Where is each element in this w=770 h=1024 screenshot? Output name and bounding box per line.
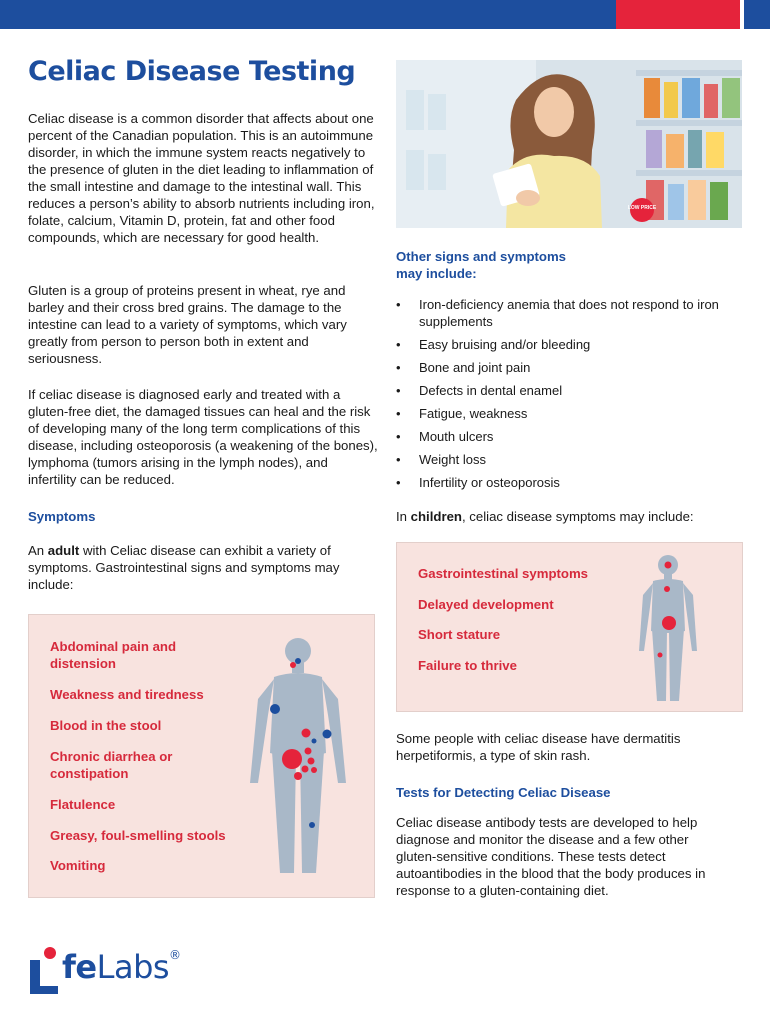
- bullet-icon: •: [396, 406, 401, 421]
- children-intro: In children, celiac disease symptoms may include:: [396, 509, 694, 524]
- adult-symptom-item: Chronic diarrhea or constipation: [50, 749, 173, 781]
- adult-body-figure: [244, 633, 374, 895]
- child-symptom-item: Gastrointestinal symptoms: [418, 566, 589, 581]
- dermatitis-text: Some people with celiac disease have dermatitis herpetiformis, a type of skin rash.: [396, 731, 681, 763]
- intro-paragraph-2: Gluten is a group of proteins present in wheat, rye and barley and their cross bred grains. The damage to the intestine can lead to a variety of symptoms, which vary greatly from person to person both in extent and seriousness.: [28, 283, 347, 366]
- child-body-figure: [633, 551, 703, 709]
- adult-symptom-item: Flatulence: [50, 797, 116, 812]
- other-signs-heading: Other signs and symptoms may include:: [396, 249, 567, 281]
- bullet-icon: •: [396, 360, 401, 375]
- list-item: • Iron-deficiency anemia that does not respond to iron supplements: [396, 297, 719, 329]
- child-symptom-item: Short stature: [418, 627, 501, 642]
- bullet-icon: •: [396, 383, 401, 398]
- list-item: • Infertility or osteoporosis: [396, 475, 560, 490]
- symptoms-heading: Symptoms: [28, 509, 96, 524]
- tests-text: Celiac disease antibody tests are developed to help diagnose and monitor the disease and a few other gluten-sensitive conditions. These tests detect autoantibodies in the blood that the body produces in response to a gluten-containing diet.: [396, 815, 706, 898]
- intro-paragraph-3: If celiac disease is diagnosed early and treated with a gluten-free diet, the damaged tissues can heal and the risk of developing many of the long term complications of this disease, including osteoporosis (a weakening of the bones), lymphoma (tumors arising in the lymph nodes), and infertility can be reduced.: [28, 387, 378, 487]
- bullet-icon: •: [396, 452, 401, 467]
- low-price-tag: LOW PRICE: [627, 205, 657, 211]
- list-item: • Mouth ulcers: [396, 429, 494, 444]
- children-bold: children: [410, 509, 462, 524]
- lifelabs-logo: feLabs®: [26, 944, 216, 1000]
- page-title: Celiac Disease Testing: [28, 56, 356, 87]
- intro-paragraph-1: Celiac disease is a common disorder that affects about one percent of the Canadian population. This is an autoimmune disorder, in which the immune system reacts negatively to the presence of gluten in the diet leading to inflammation of the small intestine and damage to the intestinal wall. This reduces a person’s ability to absorb nutrients including iron, folate, calcium, Vitamin D, protein, fat and other food compounds, which are necessary for good health.: [28, 111, 375, 245]
- list-item: • Defects in dental enamel: [396, 383, 563, 398]
- bullet-icon: •: [396, 429, 401, 444]
- adult-bold: adult: [47, 543, 80, 558]
- child-symptoms-box: [396, 542, 743, 712]
- grocery-shelf-illustration: [396, 60, 742, 228]
- top-banner: [0, 0, 770, 29]
- adult-symptom-item: Greasy, foul-smelling stools: [50, 828, 226, 843]
- adult-symptom-item: Weakness and tiredness: [50, 687, 204, 702]
- adult-intro: An adult with Celiac disease can exhibit a variety of symptoms. Gastrointestinal signs and symptoms may include:: [28, 543, 340, 592]
- list-item: • Fatigue, weakness: [396, 406, 528, 421]
- top-banner-red-block: [616, 0, 740, 29]
- other-signs-list: [396, 296, 746, 497]
- child-symptom-item: Delayed development: [418, 597, 554, 612]
- list-item: • Easy bruising and/or bleeding: [396, 337, 591, 352]
- child-symptom-item: Failure to thrive: [418, 658, 517, 673]
- list-item: • Weight loss: [396, 452, 486, 467]
- bullet-icon: •: [396, 475, 401, 490]
- bullet-icon: •: [396, 297, 401, 312]
- adult-symptoms-box: [28, 614, 375, 898]
- adult-symptom-item: Abdominal pain and distension: [50, 639, 177, 671]
- tests-heading: Tests for Detecting Celiac Disease: [396, 785, 611, 800]
- hero-photo-woman-reading-label: [396, 60, 742, 228]
- adult-symptom-item: Blood in the stool: [50, 718, 162, 733]
- list-item: • Bone and joint pain: [396, 360, 531, 375]
- bullet-icon: •: [396, 337, 401, 352]
- adult-symptom-item: Vomiting: [50, 858, 106, 873]
